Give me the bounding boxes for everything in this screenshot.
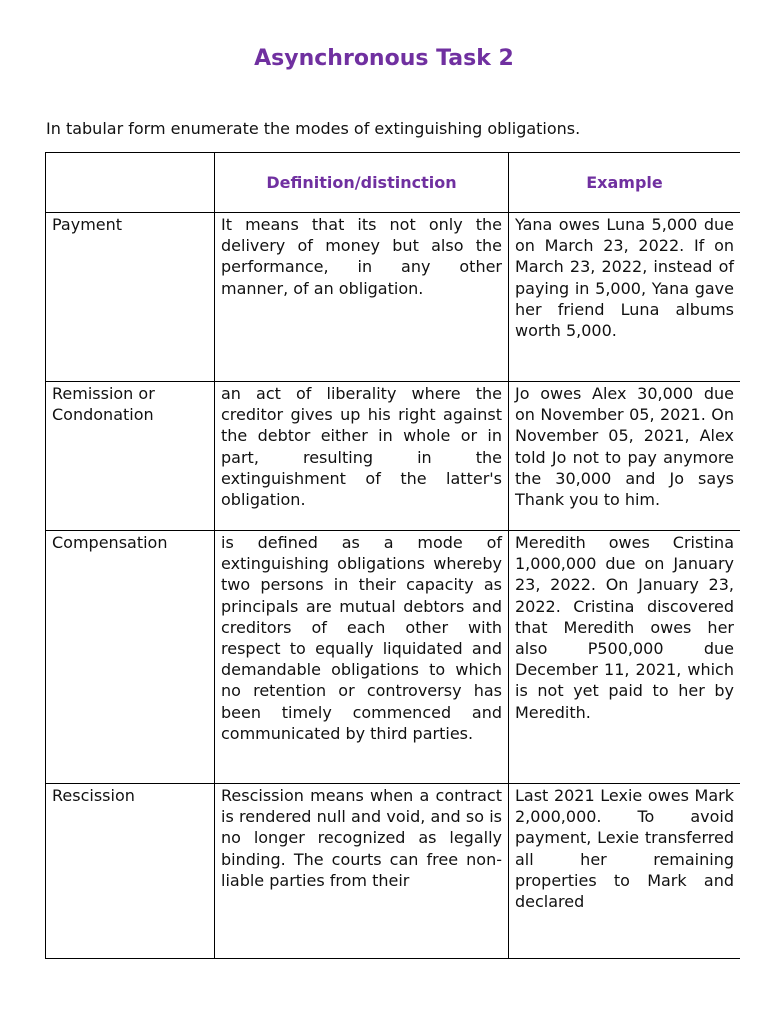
example-cell: Last 2021 Lexie owes Mark 2,000,000. To avoid payment, Lexie transferred all her remaining properties to Mark and declared — [509, 784, 741, 960]
example-cell: Meredith owes Cristina 1,000,000 due on January 23, 2022. On January 23, 2022. Cristina discovered that Meredith owes her also P500,000 due December 11, 2021, which is not yet paid to her by Meredith. — [509, 531, 741, 784]
table-container — [45, 152, 740, 959]
definition-cell: It means that its not only the delivery of money but also the performance, in any other manner, of an obligation. — [215, 213, 509, 382]
instruction-text: In tabular form enumerate the modes of extinguishing obligations. — [46, 119, 581, 138]
definition-cell: Rescission means when a contract is rendered null and void, and so is no longer recognized as legally binding. The courts can free non-liable parties from their — [215, 784, 509, 960]
modes-table — [45, 152, 740, 959]
table-row — [46, 382, 741, 531]
mode-cell: Remission or Condonation — [46, 382, 215, 531]
example-cell: Jo owes Alex 30,000 due on November 05, 2021. On November 05, 2021, Alex told Jo not to pay anymore the 30,000 and Jo says Thank you to him. — [509, 382, 741, 531]
definition-cell: is defined as a mode of extinguishing obligations whereby two persons in their capacity as principals are mutual debtors and creditors of each other with respect to equally liquidated and demandable obligations to which no retention or controversy has been timely commenced and communicated by third parties. — [215, 531, 509, 784]
mode-cell: Rescission — [46, 784, 215, 960]
header-definition: Definition/distinction — [215, 153, 509, 213]
page-title: Asynchronous Task 2 — [254, 46, 514, 71]
definition-cell: an act of liberality where the creditor gives up his right against the debtor either in whole or in part, resulting in the extinguishment of the latter's obligation. — [215, 382, 509, 531]
table-row — [46, 213, 741, 382]
table-row — [46, 531, 741, 784]
table-row — [46, 784, 741, 960]
table-header-row — [46, 153, 741, 213]
header-mode — [46, 153, 215, 213]
mode-cell: Payment — [46, 213, 215, 382]
mode-cell: Compensation — [46, 531, 215, 784]
header-example: Example — [509, 153, 741, 213]
example-cell: Yana owes Luna 5,000 due on March 23, 2022. If on March 23, 2022, instead of paying in 5,000, Yana gave her friend Luna albums worth 5,000. — [509, 213, 741, 382]
